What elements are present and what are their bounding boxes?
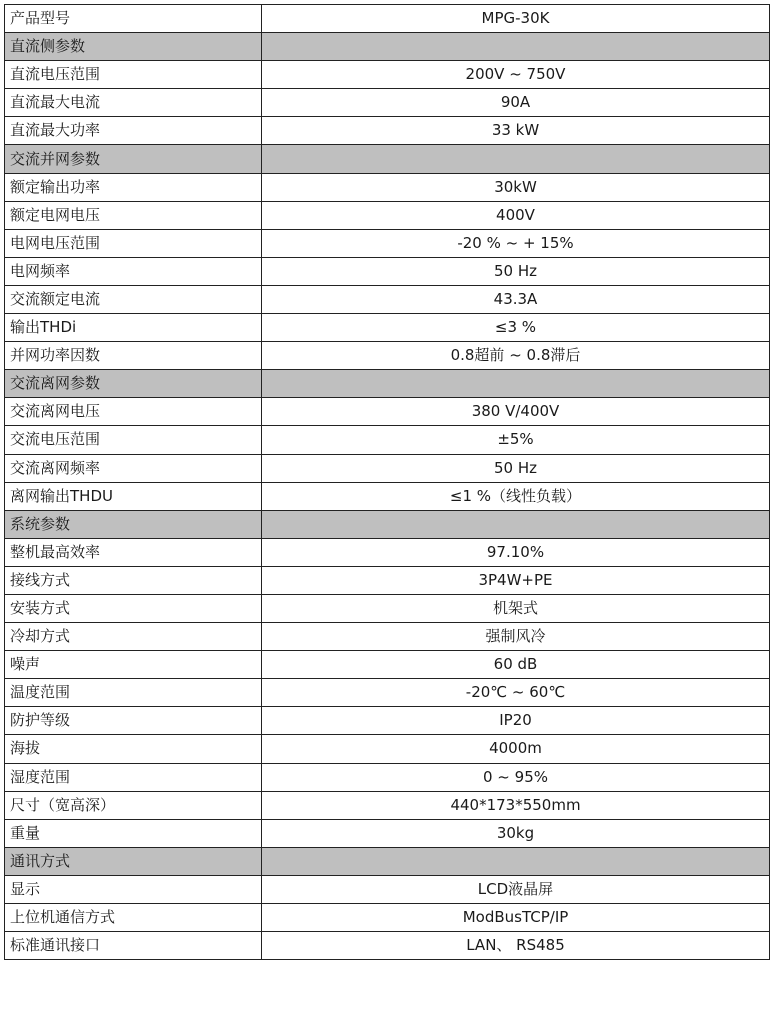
spec-value: 33 kW	[262, 117, 770, 145]
spec-table-body	[5, 5, 770, 960]
spec-value: 200V ~ 750V	[262, 61, 770, 89]
spec-label: 并网功率因数	[5, 342, 262, 370]
spec-label: 电网频率	[5, 257, 262, 285]
spec-label: 交流电压范围	[5, 426, 262, 454]
spec-value: MPG-30K	[262, 5, 770, 33]
spec-label: 额定电网电压	[5, 201, 262, 229]
spec-value: ±5%	[262, 426, 770, 454]
spec-value: LCD液晶屏	[262, 875, 770, 903]
spec-label: 标准通讯接口	[5, 932, 262, 960]
section-value	[262, 847, 770, 875]
spec-value: 97.10%	[262, 538, 770, 566]
section-value	[262, 510, 770, 538]
spec-row	[5, 398, 770, 426]
spec-label: 温度范围	[5, 679, 262, 707]
spec-value: 440*173*550mm	[262, 791, 770, 819]
spec-value: ≤1 %（线性负载）	[262, 482, 770, 510]
spec-row	[5, 201, 770, 229]
spec-label: 重量	[5, 819, 262, 847]
spec-row	[5, 482, 770, 510]
spec-label: 交流离网频率	[5, 454, 262, 482]
spec-label: 离网输出THDU	[5, 482, 262, 510]
spec-value: ≤3 %	[262, 314, 770, 342]
spec-row	[5, 257, 770, 285]
spec-value: 4000m	[262, 735, 770, 763]
section-value	[262, 370, 770, 398]
spec-row	[5, 5, 770, 33]
spec-row	[5, 679, 770, 707]
spec-value: 60 dB	[262, 651, 770, 679]
spec-row	[5, 61, 770, 89]
spec-value: 30kW	[262, 173, 770, 201]
spec-value: 机架式	[262, 594, 770, 622]
spec-label: 直流最大电流	[5, 89, 262, 117]
spec-row	[5, 594, 770, 622]
spec-row	[5, 342, 770, 370]
spec-label: 接线方式	[5, 566, 262, 594]
section-header-row	[5, 510, 770, 538]
spec-row	[5, 904, 770, 932]
spec-label: 整机最高效率	[5, 538, 262, 566]
spec-label: 噪声	[5, 651, 262, 679]
section-value	[262, 145, 770, 173]
spec-value: 400V	[262, 201, 770, 229]
spec-value: -20 % ~ + 15%	[262, 229, 770, 257]
spec-value: 3P4W+PE	[262, 566, 770, 594]
spec-label: 尺寸（宽高深）	[5, 791, 262, 819]
spec-row	[5, 285, 770, 313]
spec-value: -20℃ ~ 60℃	[262, 679, 770, 707]
spec-row	[5, 89, 770, 117]
section-title: 直流侧参数	[5, 33, 262, 61]
spec-label: 显示	[5, 875, 262, 903]
spec-label: 直流最大功率	[5, 117, 262, 145]
spec-row	[5, 173, 770, 201]
section-title: 通讯方式	[5, 847, 262, 875]
section-title: 交流并网参数	[5, 145, 262, 173]
spec-table	[4, 4, 770, 960]
spec-value: 43.3A	[262, 285, 770, 313]
spec-label: 冷却方式	[5, 623, 262, 651]
spec-label: 海拔	[5, 735, 262, 763]
spec-label: 直流电压范围	[5, 61, 262, 89]
spec-label: 上位机通信方式	[5, 904, 262, 932]
spec-label: 额定输出功率	[5, 173, 262, 201]
section-title: 交流离网参数	[5, 370, 262, 398]
spec-row	[5, 538, 770, 566]
spec-row	[5, 707, 770, 735]
spec-label: 防护等级	[5, 707, 262, 735]
spec-row	[5, 763, 770, 791]
spec-value: 0 ~ 95%	[262, 763, 770, 791]
spec-value: 50 Hz	[262, 454, 770, 482]
spec-value: 90A	[262, 89, 770, 117]
spec-label: 湿度范围	[5, 763, 262, 791]
spec-row	[5, 314, 770, 342]
spec-row	[5, 932, 770, 960]
spec-value: 0.8超前 ~ 0.8滞后	[262, 342, 770, 370]
spec-value: 强制风冷	[262, 623, 770, 651]
spec-value: 30kg	[262, 819, 770, 847]
spec-row	[5, 819, 770, 847]
spec-row	[5, 426, 770, 454]
section-title: 系统参数	[5, 510, 262, 538]
spec-label: 产品型号	[5, 5, 262, 33]
spec-row	[5, 875, 770, 903]
spec-row	[5, 454, 770, 482]
section-header-row	[5, 370, 770, 398]
spec-row	[5, 229, 770, 257]
spec-value: 50 Hz	[262, 257, 770, 285]
spec-row	[5, 735, 770, 763]
spec-row	[5, 566, 770, 594]
spec-row	[5, 651, 770, 679]
spec-value: LAN、 RS485	[262, 932, 770, 960]
spec-label: 电网电压范围	[5, 229, 262, 257]
spec-label: 交流离网电压	[5, 398, 262, 426]
spec-row	[5, 623, 770, 651]
spec-label: 交流额定电流	[5, 285, 262, 313]
section-header-row	[5, 847, 770, 875]
spec-value: 380 V/400V	[262, 398, 770, 426]
spec-value: IP20	[262, 707, 770, 735]
spec-label: 安装方式	[5, 594, 262, 622]
section-header-row	[5, 33, 770, 61]
section-header-row	[5, 145, 770, 173]
spec-label: 输出THDi	[5, 314, 262, 342]
spec-row	[5, 791, 770, 819]
section-value	[262, 33, 770, 61]
spec-row	[5, 117, 770, 145]
spec-value: ModBusTCP/IP	[262, 904, 770, 932]
